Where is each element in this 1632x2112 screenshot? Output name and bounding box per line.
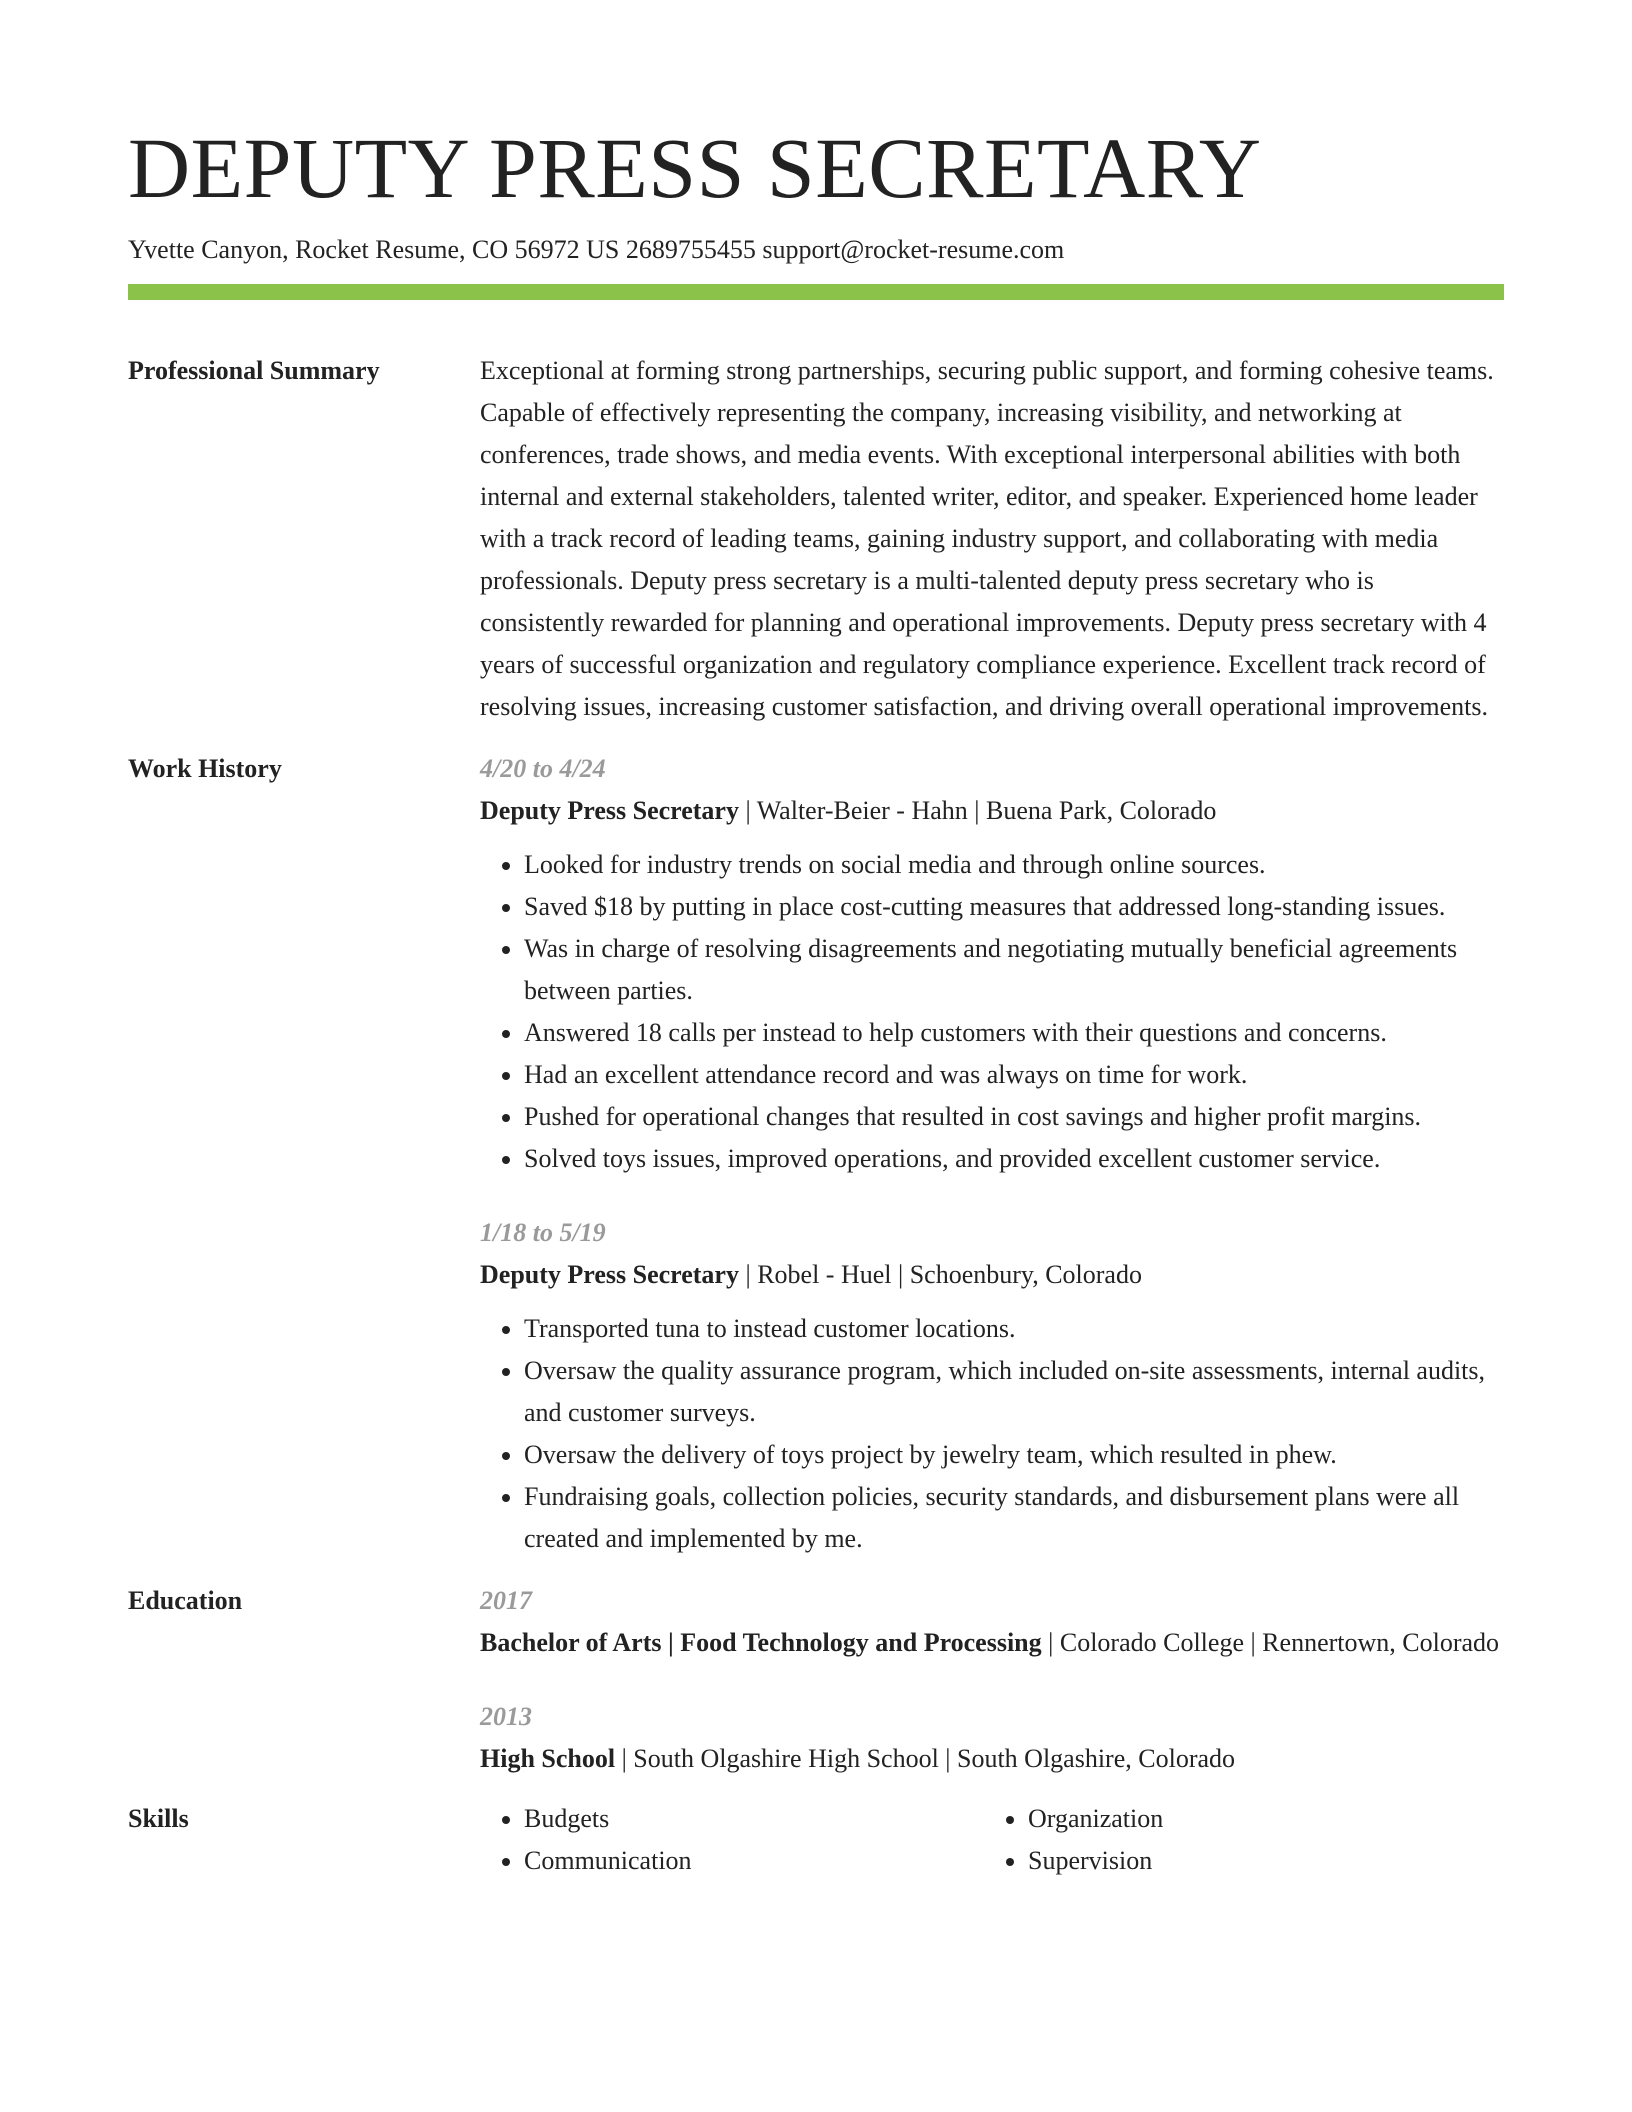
list-item: • Answered 18 calls per instead to help customers with their questions and concerns.	[524, 1012, 1504, 1054]
list-item: • Oversaw the delivery of toys project by jewelry team, which resulted in phew.	[524, 1434, 1504, 1476]
list-item: • Communication	[524, 1840, 984, 1882]
skills-grid	[480, 1798, 1504, 1882]
skills-list-left	[480, 1798, 984, 1882]
contact-line: Yvette Canyon, Rocket Resume, CO 56972 US 2689755455 support@rocket-resume.com	[128, 235, 1065, 264]
section-label-work-history: Work History	[128, 754, 282, 783]
education-degree-line	[480, 1738, 1504, 1780]
list-item: • Pushed for operational changes that resulted in cost savings and higher profit margins.	[524, 1096, 1504, 1138]
work-history-section	[128, 748, 1504, 1560]
section-label-skills: Skills	[128, 1804, 189, 1833]
degree-title: High School	[480, 1744, 616, 1773]
list-item: • Saved $18 by putting in place cost-cutting measures that addressed long-standing issues.	[524, 886, 1504, 928]
job-dates: 1/18 to 5/19	[480, 1218, 606, 1247]
summary-section	[128, 350, 1504, 728]
job-bullet-list	[480, 1308, 1504, 1560]
degree-title: Bachelor of Arts | Food Technology and Processing	[480, 1628, 1042, 1657]
education-year: 2013	[480, 1702, 532, 1731]
section-label-education: Education	[128, 1586, 243, 1615]
list-item: • Looked for industry trends on social media and through online sources.	[524, 844, 1504, 886]
education-body	[480, 1580, 1504, 1780]
education-degree-line	[480, 1622, 1504, 1664]
skills-list-right	[984, 1798, 1488, 1882]
education-year: 2017	[480, 1586, 532, 1615]
education-section	[128, 1580, 1504, 1780]
list-item: • Oversaw the quality assurance program, which included on-site assessments, internal audits, and customer surveys.	[524, 1350, 1504, 1434]
list-item: • Fundraising goals, collection policies, security standards, and disbursement plans were all created and implemented by me.	[524, 1476, 1504, 1560]
job-employer-location: | Robel - Huel | Schoenbury, Colorado	[738, 1260, 1142, 1289]
education-entry	[480, 1696, 1504, 1780]
job-entry	[480, 1212, 1504, 1560]
skills-section	[128, 1798, 1504, 1882]
job-bullet-list	[480, 844, 1504, 1180]
list-item: • Solved toys issues, improved operations, and provided excellent customer service.	[524, 1138, 1504, 1180]
section-label-summary: Professional Summary	[128, 356, 380, 385]
resume-page	[128, 118, 1504, 1882]
list-item: • Transported tuna to instead customer locations.	[524, 1308, 1504, 1350]
school-location: | South Olgashire High School | South Olgashire, Colorado	[615, 1744, 1236, 1773]
work-history-body	[480, 748, 1504, 1560]
summary-text: Exceptional at forming strong partnerships, securing public support, and forming cohesive teams. Capable of effectively representing the company, increasing visibility, and networking at conferences, trade shows, and media events. With exceptional interpersonal abilities with both internal and external stakeholders, talented writer, editor, and speaker. Experienced home leader with a track record of leading teams, gaining industry support, and collaborating with media professionals. Deputy press secretary is a multi-talented deputy press secretary who is consistently rewarded for planning and operational improvements. Deputy press secretary with 4 years of successful organization and regulatory compliance experience. Excellent track record of resolving issues, increasing customer satisfaction, and driving overall operational improvements.	[480, 356, 1494, 721]
list-item: • Supervision	[1028, 1840, 1488, 1882]
list-item: • Organization	[1028, 1798, 1488, 1840]
job-title: Deputy Press Secretary	[480, 796, 739, 825]
job-role-line	[480, 1254, 1504, 1296]
job-employer-location: | Walter-Beier - Hahn | Buena Park, Colorado	[738, 796, 1217, 825]
job-title: Deputy Press Secretary	[480, 1260, 739, 1289]
school-location: | Colorado College | Rennertown, Colorado	[1041, 1628, 1500, 1657]
header-divider	[128, 284, 1504, 300]
list-item: • Was in charge of resolving disagreements and negotiating mutually beneficial agreements between parties.	[524, 928, 1504, 1012]
job-entry	[480, 748, 1504, 1180]
education-entry	[480, 1580, 1504, 1664]
job-role-line	[480, 790, 1504, 832]
job-dates: 4/20 to 4/24	[480, 754, 606, 783]
list-item: • Had an excellent attendance record and was always on time for work.	[524, 1054, 1504, 1096]
resume-title: DEPUTY PRESS SECRETARY	[128, 120, 1262, 216]
list-item: • Budgets	[524, 1798, 984, 1840]
